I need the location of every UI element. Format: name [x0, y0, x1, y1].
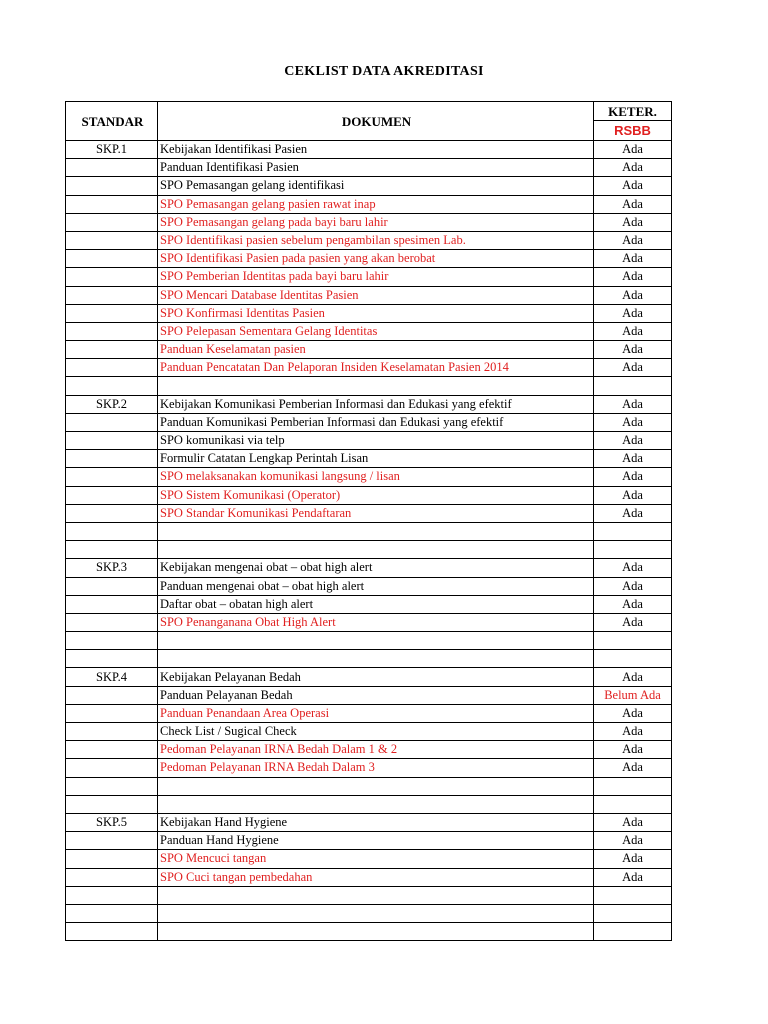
standar-cell	[66, 759, 158, 777]
keterangan-cell: Ada	[594, 850, 672, 868]
table-row	[66, 923, 672, 941]
table-row	[66, 286, 672, 304]
table-row	[66, 504, 672, 522]
keterangan-cell: Ada	[594, 813, 672, 831]
keterangan-cell: Ada	[594, 577, 672, 595]
dokumen-cell: Formulir Catatan Lengkap Perintah Lisan	[158, 450, 594, 468]
keterangan-cell: Ada	[594, 195, 672, 213]
table-row	[66, 595, 672, 613]
checklist-table	[65, 101, 672, 941]
table-row	[66, 395, 672, 413]
dokumen-cell	[158, 541, 594, 559]
standar-cell	[66, 359, 158, 377]
keterangan-cell: Ada	[594, 141, 672, 159]
standar-cell: SKP.2	[66, 395, 158, 413]
table-row	[66, 704, 672, 722]
dokumen-cell: SPO melaksanakan komunikasi langsung / lisan	[158, 468, 594, 486]
table-row	[66, 432, 672, 450]
table-row	[66, 177, 672, 195]
dokumen-cell: SPO Pemberian Identitas pada bayi baru lahir	[158, 268, 594, 286]
standar-cell	[66, 613, 158, 631]
dokumen-cell: Daftar obat – obatan high alert	[158, 595, 594, 613]
dokumen-cell: SPO Pemasangan gelang pada bayi baru lahir	[158, 213, 594, 231]
standar-cell	[66, 522, 158, 540]
keterangan-cell	[594, 923, 672, 941]
standar-cell	[66, 704, 158, 722]
standar-cell	[66, 268, 158, 286]
standar-cell	[66, 486, 158, 504]
table-row	[66, 486, 672, 504]
keterangan-cell: Ada	[594, 177, 672, 195]
keterangan-cell: Ada	[594, 432, 672, 450]
keterangan-cell: Ada	[594, 723, 672, 741]
keterangan-cell: Ada	[594, 413, 672, 431]
dokumen-cell	[158, 522, 594, 540]
keterangan-cell	[594, 904, 672, 922]
standar-cell	[66, 904, 158, 922]
table-row	[66, 159, 672, 177]
table-row	[66, 250, 672, 268]
table-row	[66, 795, 672, 813]
table-row	[66, 777, 672, 795]
table-row	[66, 632, 672, 650]
table-row	[66, 341, 672, 359]
keterangan-cell: Ada	[594, 231, 672, 249]
keterangan-cell	[594, 886, 672, 904]
table-row	[66, 413, 672, 431]
keterangan-cell	[594, 795, 672, 813]
standar-cell	[66, 795, 158, 813]
standar-cell	[66, 377, 158, 395]
table-row	[66, 195, 672, 213]
table-row	[66, 650, 672, 668]
table-row	[66, 359, 672, 377]
dokumen-cell: Panduan Pelayanan Bedah	[158, 686, 594, 704]
dokumen-cell: Pedoman Pelayanan IRNA Bedah Dalam 3	[158, 759, 594, 777]
standar-cell	[66, 504, 158, 522]
dokumen-cell: SPO Pelepasan Sementara Gelang Identitas	[158, 322, 594, 340]
standar-cell	[66, 650, 158, 668]
standar-cell	[66, 632, 158, 650]
dokumen-cell: Panduan Identifikasi Pasien	[158, 159, 594, 177]
keterangan-cell	[594, 650, 672, 668]
dokumen-cell	[158, 377, 594, 395]
dokumen-cell: SPO Identifikasi Pasien pada pasien yang akan berobat	[158, 250, 594, 268]
standar-cell	[66, 577, 158, 595]
dokumen-cell	[158, 632, 594, 650]
header-dokumen: DOKUMEN	[158, 102, 594, 141]
dokumen-cell: Kebijakan Identifikasi Pasien	[158, 141, 594, 159]
dokumen-cell: Panduan Pencatatan Dan Pelaporan Insiden Keselamatan Pasien 2014	[158, 359, 594, 377]
keterangan-cell: Ada	[594, 250, 672, 268]
keterangan-cell: Ada	[594, 213, 672, 231]
keterangan-cell: Ada	[594, 304, 672, 322]
keterangan-cell: Ada	[594, 450, 672, 468]
table-row	[66, 832, 672, 850]
table-row	[66, 541, 672, 559]
keterangan-cell: Ada	[594, 759, 672, 777]
dokumen-cell: Check List / Sugical Check	[158, 723, 594, 741]
table-row	[66, 759, 672, 777]
standar-cell	[66, 541, 158, 559]
dokumen-cell: SPO Sistem Komunikasi (Operator)	[158, 486, 594, 504]
standar-cell	[66, 159, 158, 177]
keterangan-cell	[594, 377, 672, 395]
table-row	[66, 668, 672, 686]
dokumen-cell: Pedoman Pelayanan IRNA Bedah Dalam 1 & 2	[158, 741, 594, 759]
standar-cell	[66, 777, 158, 795]
keterangan-cell: Ada	[594, 868, 672, 886]
table-row	[66, 813, 672, 831]
standar-cell	[66, 832, 158, 850]
standar-cell	[66, 468, 158, 486]
dokumen-cell: Panduan Penandaan Area Operasi	[158, 704, 594, 722]
table-row	[66, 213, 672, 231]
header-rsbb: RSBB	[594, 121, 672, 141]
keterangan-cell: Ada	[594, 668, 672, 686]
header-row	[66, 102, 672, 121]
table-row	[66, 268, 672, 286]
dokumen-cell: SPO Standar Komunikasi Pendaftaran	[158, 504, 594, 522]
standar-cell	[66, 723, 158, 741]
standar-cell	[66, 231, 158, 249]
table-row	[66, 304, 672, 322]
standar-cell: SKP.1	[66, 141, 158, 159]
table-row	[66, 741, 672, 759]
keterangan-cell: Ada	[594, 613, 672, 631]
table-row	[66, 613, 672, 631]
standar-cell	[66, 213, 158, 231]
table-row	[66, 450, 672, 468]
keterangan-cell: Belum Ada	[594, 686, 672, 704]
table-row	[66, 686, 672, 704]
standar-cell	[66, 286, 158, 304]
standar-cell	[66, 868, 158, 886]
standar-cell: SKP.4	[66, 668, 158, 686]
dokumen-cell: SPO komunikasi via telp	[158, 432, 594, 450]
keterangan-cell: Ada	[594, 395, 672, 413]
table-row	[66, 231, 672, 249]
standar-cell	[66, 923, 158, 941]
keterangan-cell: Ada	[594, 704, 672, 722]
standar-cell	[66, 322, 158, 340]
standar-cell	[66, 686, 158, 704]
table-row	[66, 468, 672, 486]
keterangan-cell: Ada	[594, 159, 672, 177]
dokumen-cell: SPO Pemasangan gelang pasien rawat inap	[158, 195, 594, 213]
standar-cell	[66, 413, 158, 431]
dokumen-cell	[158, 886, 594, 904]
standar-cell	[66, 177, 158, 195]
dokumen-cell: Kebijakan Hand Hygiene	[158, 813, 594, 831]
dokumen-cell	[158, 795, 594, 813]
table-row	[66, 723, 672, 741]
keterangan-cell: Ada	[594, 595, 672, 613]
table-row	[66, 904, 672, 922]
dokumen-cell: Kebijakan Pelayanan Bedah	[158, 668, 594, 686]
keterangan-cell: Ada	[594, 322, 672, 340]
dokumen-cell: Kebijakan Komunikasi Pemberian Informasi dan Edukasi yang efektif	[158, 395, 594, 413]
standar-cell: SKP.3	[66, 559, 158, 577]
table-row	[66, 322, 672, 340]
keterangan-cell	[594, 632, 672, 650]
table-row	[66, 559, 672, 577]
dokumen-cell: SPO Mencuci tangan	[158, 850, 594, 868]
header-standar: STANDAR	[66, 102, 158, 141]
dokumen-cell: Panduan Komunikasi Pemberian Informasi dan Edukasi yang efektif	[158, 413, 594, 431]
standar-cell	[66, 850, 158, 868]
keterangan-cell: Ada	[594, 359, 672, 377]
table-row	[66, 522, 672, 540]
dokumen-cell: SPO Identifikasi pasien sebelum pengambilan spesimen Lab.	[158, 231, 594, 249]
dokumen-cell: SPO Penanganana Obat High Alert	[158, 613, 594, 631]
table-row	[66, 577, 672, 595]
keterangan-cell	[594, 541, 672, 559]
standar-cell	[66, 886, 158, 904]
table-row	[66, 886, 672, 904]
keterangan-cell: Ada	[594, 286, 672, 304]
keterangan-cell: Ada	[594, 468, 672, 486]
standar-cell	[66, 304, 158, 322]
dokumen-cell	[158, 650, 594, 668]
dokumen-cell: Panduan mengenai obat – obat high alert	[158, 577, 594, 595]
standar-cell	[66, 741, 158, 759]
document-title: CEKLIST DATA AKREDITASI	[284, 64, 484, 79]
standar-cell: SKP.5	[66, 813, 158, 831]
dokumen-cell: Kebijakan mengenai obat – obat high alert	[158, 559, 594, 577]
standar-cell	[66, 250, 158, 268]
keterangan-cell: Ada	[594, 486, 672, 504]
dokumen-cell	[158, 777, 594, 795]
dokumen-cell: SPO Konfirmasi Identitas Pasien	[158, 304, 594, 322]
dokumen-cell: SPO Pemasangan gelang identifikasi	[158, 177, 594, 195]
keterangan-cell	[594, 777, 672, 795]
dokumen-cell: Panduan Hand Hygiene	[158, 832, 594, 850]
keterangan-cell: Ada	[594, 341, 672, 359]
standar-cell	[66, 341, 158, 359]
dokumen-cell	[158, 923, 594, 941]
header-keter: KETER.	[594, 102, 672, 121]
keterangan-cell	[594, 522, 672, 540]
dokumen-cell: SPO Mencari Database Identitas Pasien	[158, 286, 594, 304]
standar-cell	[66, 450, 158, 468]
dokumen-cell: SPO Cuci tangan pembedahan	[158, 868, 594, 886]
dokumen-cell	[158, 904, 594, 922]
table-row	[66, 141, 672, 159]
standar-cell	[66, 432, 158, 450]
standar-cell	[66, 195, 158, 213]
dokumen-cell: Panduan Keselamatan pasien	[158, 341, 594, 359]
keterangan-cell: Ada	[594, 504, 672, 522]
table-row	[66, 377, 672, 395]
keterangan-cell: Ada	[594, 741, 672, 759]
table-row	[66, 850, 672, 868]
keterangan-cell: Ada	[594, 832, 672, 850]
standar-cell	[66, 595, 158, 613]
keterangan-cell: Ada	[594, 268, 672, 286]
table-row	[66, 868, 672, 886]
keterangan-cell: Ada	[594, 559, 672, 577]
